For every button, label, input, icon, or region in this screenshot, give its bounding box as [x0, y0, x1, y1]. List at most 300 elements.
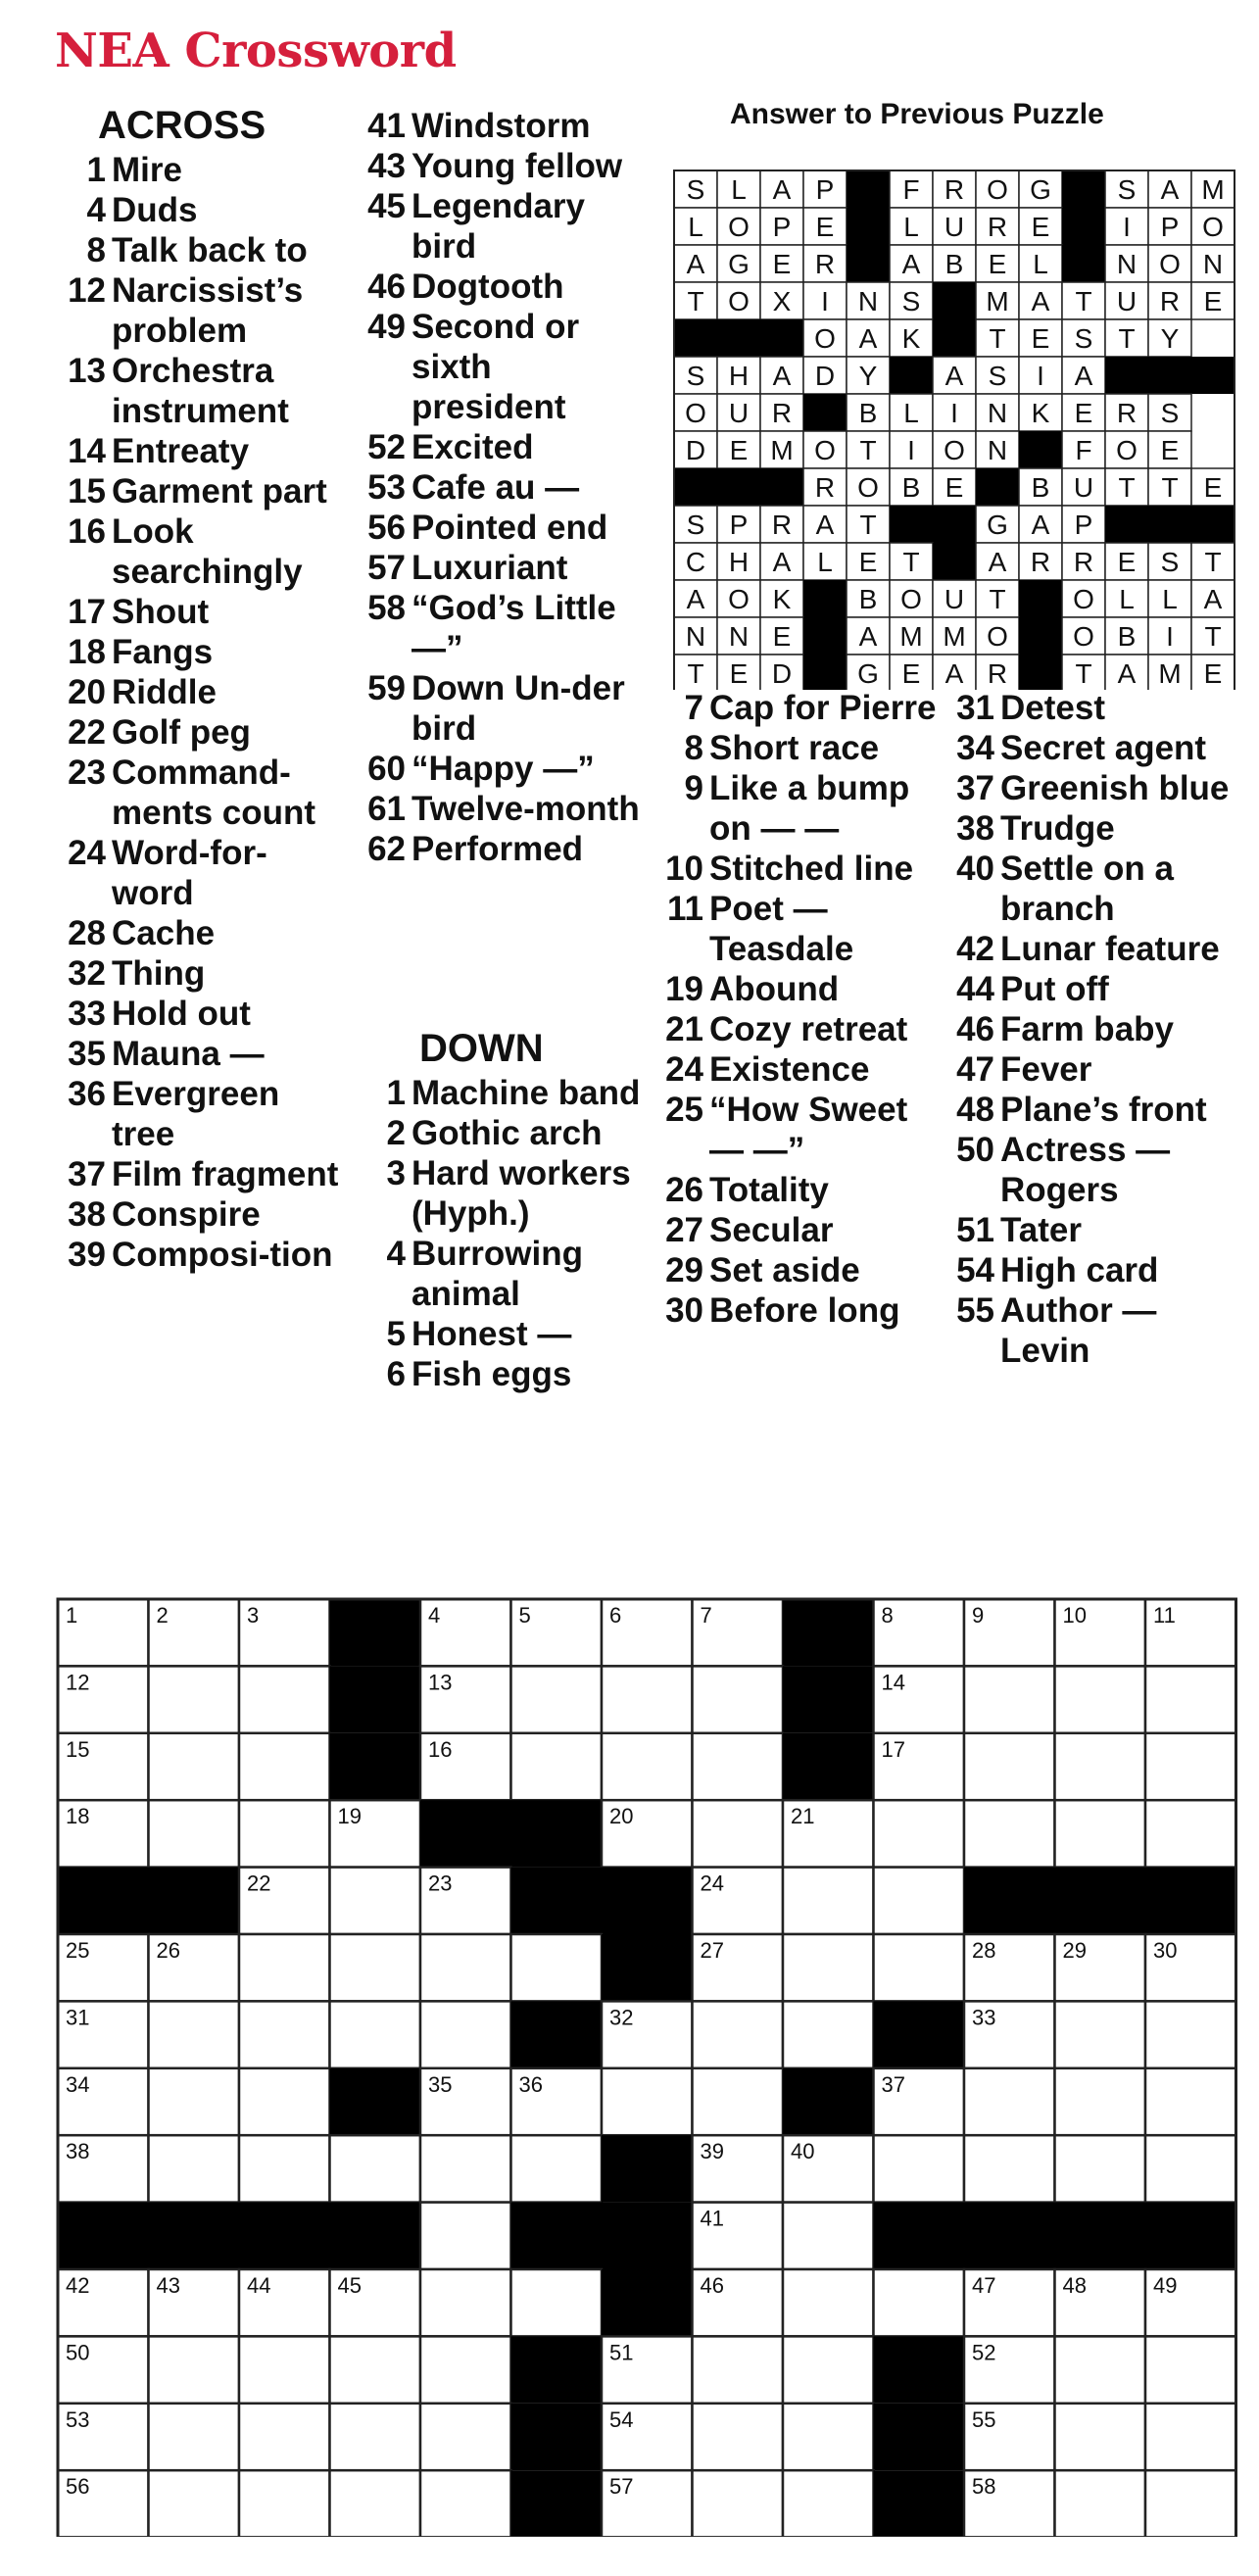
clue-text: Honest — — [412, 1315, 572, 1353]
clue-text: “God’s Little —” — [412, 589, 616, 667]
clue — [57, 913, 341, 953]
grid-cell[interactable] — [1145, 2068, 1236, 2135]
grid-cell[interactable] — [783, 2336, 874, 2403]
clue-number: 57 — [367, 549, 406, 587]
answer-letter: P — [772, 212, 792, 242]
clue-text: Composi-tion — [112, 1236, 333, 1274]
answer-letter: H — [728, 361, 750, 391]
grid-cell[interactable] — [239, 2001, 330, 2067]
grid-cell[interactable] — [239, 2135, 330, 2202]
answer-letter: N — [685, 621, 706, 652]
grid-cell[interactable] — [964, 1666, 1055, 1732]
answer-letter: Y — [858, 361, 878, 391]
clue-text: Greenish blue — [1000, 769, 1230, 807]
answer-letter: E — [1203, 286, 1223, 316]
answer-letter: O — [1202, 212, 1224, 242]
clue-text: Film fragment — [112, 1155, 339, 1193]
black-square — [760, 468, 803, 506]
clue — [57, 150, 341, 190]
cell-number: 10 — [1062, 1603, 1087, 1628]
crossword-grid[interactable] — [55, 1596, 1240, 2537]
clue-number: 54 — [956, 1251, 994, 1289]
grid-cell[interactable] — [783, 2470, 874, 2537]
black-square — [847, 245, 890, 282]
grid-cell[interactable] — [1145, 1800, 1236, 1867]
clue-text: Fish eggs — [412, 1355, 572, 1393]
cell-number: 18 — [66, 1804, 90, 1829]
black-square — [890, 506, 933, 543]
grid-cell[interactable] — [330, 1934, 421, 2001]
cell-number: 44 — [247, 2273, 271, 2298]
clue-text: Cozy retreat — [709, 1010, 908, 1048]
cell-number: 52 — [972, 2340, 996, 2365]
black-square — [1055, 1868, 1146, 1934]
black-square — [933, 319, 976, 357]
answer-letter: R — [771, 398, 793, 428]
grid-cell[interactable] — [149, 2068, 240, 2135]
answer-letter: T — [902, 547, 920, 577]
answer-letter: I — [821, 286, 829, 316]
clue-text: Luxuriant — [412, 549, 568, 587]
grid-cell[interactable] — [1055, 2404, 1146, 2470]
clue-text: Orchestra instrument — [112, 352, 289, 430]
clue-number: 25 — [665, 1091, 703, 1129]
answer-letter: L — [1162, 584, 1178, 614]
answer-letter: L — [688, 212, 703, 242]
cell-number: 35 — [428, 2071, 453, 2097]
clue-number: 10 — [665, 850, 703, 888]
clue — [654, 1210, 939, 1250]
clue — [945, 808, 1239, 849]
answer-letter: E — [815, 212, 835, 242]
black-square — [511, 2470, 603, 2537]
black-square — [803, 394, 847, 431]
grid-cell[interactable] — [239, 2336, 330, 2403]
clue-text: Author — Levin — [1000, 1291, 1157, 1370]
clue-text: Like a bump on — — — [709, 769, 910, 848]
clue-number: 45 — [367, 187, 406, 225]
grid-cell[interactable] — [239, 2404, 330, 2470]
clue-number: 15 — [68, 472, 106, 510]
answer-letter: N — [987, 435, 1008, 465]
grid-cell[interactable] — [783, 2203, 874, 2269]
clue — [945, 768, 1239, 808]
cell-number: 9 — [972, 1603, 985, 1628]
cell-number: 1 — [66, 1603, 78, 1628]
black-square — [330, 1666, 421, 1732]
grid-cell[interactable] — [874, 1800, 965, 1867]
cell-number: 50 — [66, 2340, 90, 2365]
answer-letter: K — [1031, 398, 1050, 428]
answer-letter: G — [987, 510, 1008, 540]
answer-letter: P — [1074, 510, 1093, 540]
answer-letter: E — [858, 547, 878, 577]
clue — [357, 307, 643, 427]
answer-letter: I — [1123, 212, 1131, 242]
answer-letter: T — [1118, 472, 1136, 503]
answer-letter: U — [728, 398, 750, 428]
grid-cell[interactable] — [693, 2001, 784, 2067]
grid-cell[interactable] — [149, 2001, 240, 2067]
grid-cell[interactable] — [964, 2068, 1055, 2135]
answer-letter: N — [1116, 249, 1138, 279]
answer-letter: E — [729, 435, 749, 465]
answer-letter: H — [728, 547, 750, 577]
clue-text: Second or sixth president — [412, 308, 580, 426]
grid-cell[interactable] — [239, 1733, 330, 1800]
grid-cell[interactable] — [511, 2135, 603, 2202]
grid-cell[interactable] — [783, 2404, 874, 2470]
clue-number: 23 — [68, 753, 106, 792]
grid-cell[interactable] — [330, 2135, 421, 2202]
black-square — [717, 468, 760, 506]
clue-number: 28 — [68, 914, 106, 952]
clue-number: 24 — [68, 834, 106, 872]
grid-cell[interactable] — [239, 2068, 330, 2135]
clue — [57, 351, 341, 431]
grid-cell[interactable] — [1055, 2135, 1146, 2202]
black-square — [783, 2068, 874, 2135]
grid-cell[interactable] — [420, 2203, 511, 2269]
clue — [57, 712, 341, 753]
grid-cell[interactable] — [964, 1800, 1055, 1867]
clue — [57, 270, 341, 351]
answer-letter: A — [686, 584, 705, 614]
grid-cell[interactable] — [420, 1934, 511, 2001]
answer-letter: T — [1204, 621, 1222, 652]
grid-cell[interactable] — [693, 2470, 784, 2537]
grid-cell[interactable] — [511, 2269, 603, 2336]
cell-number: 22 — [247, 1871, 271, 1896]
down-column-1 — [357, 1029, 643, 1394]
black-square — [803, 617, 847, 655]
answer-letter: O — [728, 584, 750, 614]
grid-cell[interactable] — [693, 1666, 784, 1732]
answer-letter: O — [685, 398, 706, 428]
grid-cell[interactable] — [1145, 2336, 1236, 2403]
answer-letter: D — [771, 658, 793, 689]
answer-letter: C — [685, 547, 706, 577]
grid-cell[interactable] — [693, 2336, 784, 2403]
answer-letter: E — [988, 249, 1007, 279]
down-column-3 — [945, 688, 1239, 1371]
grid-cell[interactable] — [330, 2001, 421, 2067]
clue-text: Plane’s front — [1000, 1091, 1207, 1129]
cell-number: 57 — [609, 2474, 634, 2500]
grid-cell[interactable] — [693, 1800, 784, 1867]
grid-cell[interactable] — [1055, 1666, 1146, 1732]
grid-cell[interactable] — [420, 2135, 511, 2202]
cell-number: 19 — [337, 1804, 362, 1829]
cell-number: 46 — [700, 2273, 724, 2298]
clue — [357, 1354, 643, 1394]
clue — [357, 1113, 643, 1153]
answer-letter: E — [1160, 435, 1180, 465]
answer-letter: A — [815, 510, 835, 540]
answer-letter: E — [729, 658, 749, 689]
answer-letter: R — [944, 174, 965, 205]
black-square — [149, 1868, 240, 1934]
cell-number: 4 — [428, 1603, 441, 1628]
clue-number: 8 — [86, 231, 106, 269]
clue-text: Tater — [1000, 1211, 1082, 1249]
clue — [945, 849, 1239, 929]
grid-cell[interactable] — [783, 1934, 874, 2001]
answer-letter: O — [1073, 621, 1094, 652]
cell-number: 13 — [428, 1670, 453, 1695]
grid-cell[interactable] — [420, 2269, 511, 2336]
black-square — [874, 2470, 965, 2537]
clue-number: 9 — [684, 769, 703, 807]
black-square — [890, 357, 933, 394]
cell-number: 37 — [881, 2071, 905, 2097]
answer-letter: U — [944, 584, 965, 614]
grid-cell[interactable] — [1055, 2336, 1146, 2403]
clue — [57, 994, 341, 1034]
grid-cell[interactable] — [149, 1733, 240, 1800]
cell-number: 55 — [972, 2406, 996, 2432]
grid-cell[interactable] — [693, 2404, 784, 2470]
grid-cell[interactable] — [330, 2404, 421, 2470]
grid-cell[interactable] — [149, 1666, 240, 1732]
clue — [654, 849, 939, 889]
grid-cell[interactable] — [239, 1800, 330, 1867]
grid-cell[interactable] — [420, 2404, 511, 2470]
answer-letter: S — [1117, 174, 1137, 205]
grid-cell[interactable] — [149, 2404, 240, 2470]
clue-text: Detest — [1000, 689, 1105, 727]
black-square — [330, 2068, 421, 2135]
clue — [654, 1250, 939, 1290]
clue-text: Put off — [1000, 970, 1109, 1008]
clue-number: 18 — [68, 633, 106, 671]
grid-cell[interactable] — [239, 1666, 330, 1732]
grid-cell[interactable] — [149, 1800, 240, 1867]
clue — [357, 467, 643, 508]
clue-text: Secular — [709, 1211, 834, 1249]
answer-letter: I — [950, 398, 958, 428]
answer-letter: O — [814, 435, 836, 465]
grid-cell[interactable] — [874, 2269, 965, 2336]
grid-cell[interactable] — [330, 2470, 421, 2537]
grid-cell[interactable] — [149, 2135, 240, 2202]
cell-number: 32 — [609, 2005, 634, 2030]
grid-cell[interactable] — [874, 1934, 965, 2001]
answer-letter: A — [944, 361, 964, 391]
clue — [357, 508, 643, 548]
grid-cell[interactable] — [1145, 1733, 1236, 1800]
black-square — [602, 1868, 693, 1934]
answer-letter: F — [1075, 435, 1092, 465]
answer-letter: M — [1158, 658, 1182, 689]
clue-number: 58 — [367, 589, 406, 627]
clue-number: 29 — [665, 1251, 703, 1289]
grid-cell[interactable] — [602, 1666, 693, 1732]
clue-text: Cafe au — — [412, 468, 580, 507]
clue — [357, 106, 643, 146]
clue-number: 1 — [86, 151, 106, 189]
clue — [654, 768, 939, 849]
grid-cell[interactable] — [874, 1868, 965, 1934]
grid-cell[interactable] — [1145, 2001, 1236, 2067]
clue — [357, 1314, 643, 1354]
grid-cell[interactable] — [693, 1733, 784, 1800]
grid-cell[interactable] — [783, 2269, 874, 2336]
answer-letter: O — [728, 212, 750, 242]
clue — [357, 1153, 643, 1234]
black-square — [847, 170, 890, 208]
clue-text: Poet — Teasdale — [709, 890, 854, 968]
grid-cell[interactable] — [1055, 2001, 1146, 2067]
grid-cell[interactable] — [1055, 2068, 1146, 2135]
grid-cell[interactable] — [1145, 1666, 1236, 1732]
black-square — [1105, 506, 1148, 543]
clue-text: Abound — [709, 970, 840, 1008]
answer-letter: U — [1116, 286, 1138, 316]
grid-cell[interactable] — [149, 2470, 240, 2537]
answer-letter: B — [944, 249, 964, 279]
clue-number: 7 — [684, 689, 703, 727]
answer-letter: E — [1031, 212, 1050, 242]
grid-cell[interactable] — [239, 2470, 330, 2537]
cell-number: 42 — [66, 2273, 90, 2298]
clue-text: Excited — [412, 428, 534, 466]
clue — [654, 1009, 939, 1049]
clue-number: 2 — [386, 1114, 406, 1152]
cell-number: 25 — [66, 1938, 90, 1963]
cell-number: 49 — [1153, 2273, 1178, 2298]
grid-cell[interactable] — [964, 2135, 1055, 2202]
answer-letter: S — [1160, 547, 1180, 577]
grid-cell[interactable] — [783, 2001, 874, 2067]
answer-letter: A — [1117, 658, 1137, 689]
grid-cell[interactable] — [1145, 2470, 1236, 2537]
clue-number: 38 — [956, 809, 994, 848]
previous-answer-title: Answer to Previous Puzzle — [730, 98, 1104, 130]
answer-letter: O — [1159, 249, 1181, 279]
grid-cell[interactable] — [1055, 2470, 1146, 2537]
grid-cell[interactable] — [1055, 1800, 1146, 1867]
clue-text: Totality — [709, 1171, 829, 1209]
cell-number: 36 — [518, 2071, 543, 2097]
grid-cell[interactable] — [420, 2336, 511, 2403]
clue — [945, 728, 1239, 768]
answer-letter: R — [1073, 547, 1094, 577]
grid-cell[interactable] — [693, 2068, 784, 2135]
black-square — [847, 208, 890, 245]
grid-cell[interactable] — [330, 1868, 421, 1934]
grid-cell[interactable] — [602, 1733, 693, 1800]
clue-text: “How Sweet — —” — [709, 1091, 908, 1169]
black-square — [1062, 208, 1105, 245]
clue-text: Mire — [112, 151, 182, 189]
grid-cell[interactable] — [964, 1733, 1055, 1800]
clue-text: Existence — [709, 1050, 870, 1089]
cell-number: 11 — [1153, 1603, 1176, 1628]
grid-cell[interactable] — [602, 2068, 693, 2135]
answer-letter: N — [857, 286, 879, 316]
black-square — [1019, 580, 1062, 617]
clue-text: Young fellow — [412, 147, 623, 185]
clue — [57, 431, 341, 471]
clue — [945, 1009, 1239, 1049]
cell-number: 48 — [1062, 2273, 1087, 2298]
clue-number: 44 — [956, 970, 994, 1008]
answer-letter: M — [899, 621, 923, 652]
black-square — [1148, 357, 1191, 394]
black-square — [511, 2336, 603, 2403]
clue — [57, 672, 341, 712]
clue — [945, 1130, 1239, 1210]
grid-cell[interactable] — [511, 1733, 603, 1800]
grid-cell[interactable] — [783, 1868, 874, 1934]
grid-cell[interactable] — [239, 1934, 330, 2001]
grid-cell[interactable] — [1145, 2404, 1236, 2470]
answer-letter: O — [728, 286, 750, 316]
answer-letter: S — [686, 174, 705, 205]
clue-number: 46 — [367, 267, 406, 306]
grid-cell[interactable] — [420, 2470, 511, 2537]
cell-number: 30 — [1153, 1938, 1178, 1963]
clue-number: 36 — [68, 1075, 106, 1113]
clue-text: Dogtooth — [412, 267, 564, 306]
across-column-2 — [357, 106, 643, 869]
clue-text: Twelve-month — [412, 790, 640, 828]
black-square — [1019, 617, 1062, 655]
cell-number: 53 — [66, 2406, 90, 2432]
clue-number: 3 — [386, 1154, 406, 1192]
clue-text: Burrowing animal — [412, 1235, 583, 1313]
clue — [945, 1210, 1239, 1250]
black-square — [330, 2203, 421, 2269]
clue-number: 52 — [367, 428, 406, 466]
clue-number: 20 — [68, 673, 106, 711]
cell-number: 16 — [428, 1736, 453, 1762]
black-square — [783, 1599, 874, 1666]
black-square — [511, 1868, 603, 1934]
grid-cell[interactable] — [1145, 2135, 1236, 2202]
grid-cell[interactable] — [1055, 1733, 1146, 1800]
answer-letter: N — [1202, 249, 1224, 279]
clue-text: Stitched line — [709, 850, 914, 888]
grid-cell[interactable] — [149, 2336, 240, 2403]
black-square — [874, 2404, 965, 2470]
grid-cell[interactable] — [874, 2135, 965, 2202]
clue-text: Duds — [112, 191, 198, 229]
grid-cell[interactable] — [511, 1934, 603, 2001]
clue-text: Performed — [412, 830, 584, 868]
clue-number: 41 — [367, 107, 406, 145]
grid-cell[interactable] — [511, 1666, 603, 1732]
grid-cell[interactable] — [330, 2336, 421, 2403]
answer-letter: L — [903, 398, 919, 428]
clue-text: Garment part — [112, 472, 327, 510]
cell-number: 41 — [700, 2206, 724, 2231]
grid-cell[interactable] — [420, 2001, 511, 2067]
clue-text: Set aside — [709, 1251, 860, 1289]
clue-text: Thing — [112, 954, 206, 993]
black-square — [58, 1868, 149, 1934]
black-square — [149, 2203, 240, 2269]
answer-letter: D — [814, 361, 836, 391]
black-square — [717, 319, 760, 357]
answer-letter: E — [772, 621, 792, 652]
answer-letter: G — [1030, 174, 1051, 205]
answer-letter: S — [901, 286, 921, 316]
answer-letter: Y — [1160, 323, 1180, 354]
clue — [654, 728, 939, 768]
clue-text: Secret agent — [1000, 729, 1207, 767]
